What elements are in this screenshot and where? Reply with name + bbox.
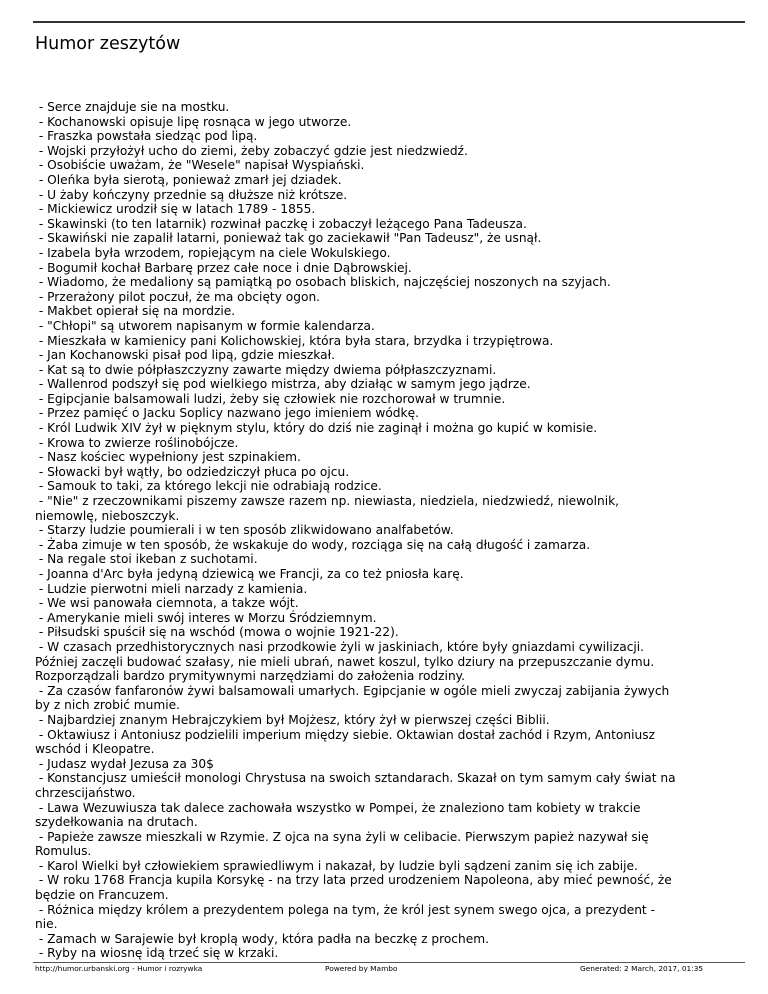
footer-powered-by: Powered by Mambo (325, 964, 398, 973)
list-item: - "Chłopi" są utworem napisanym w formie kalendarza. (35, 318, 375, 333)
list-item: - Na regale stoi ikeban z suchotami. (35, 552, 258, 567)
list-item: - U żaby kończyny przednie są dłuższe niż krótsze. (35, 187, 348, 202)
list-item: - Słowacki był wątły, bo odziedziczył płuca po ojcu. (35, 464, 350, 479)
list-item: - Zamach w Sarajewie był kroplą wody, która padła na beczkę z prochem. (35, 931, 489, 946)
list-item: - Amerykanie mieli swój interes w Morzu Śródziemnym. (35, 610, 377, 625)
list-item: - Osobiście uważam, że "Wesele" napisał Wyspiański. (35, 158, 365, 173)
list-item: - Samouk to taki, za którego lekcji nie odrabiają rodzice. (35, 479, 382, 494)
list-item: - Jan Kochanowski pisał pod lipą, gdzie mieszkał. (35, 348, 335, 363)
joke-list (35, 100, 757, 961)
list-item: - Starzy ludzie poumierali i w ten sposób zlikwidowano analfabetów. (35, 523, 454, 538)
footer-divider (33, 962, 745, 963)
list-item: - Kochanowski opisuje lipę rosnąca w jego utworze. (35, 114, 352, 129)
list-item: - Serce znajduje sie na mostku. (35, 100, 230, 114)
list-item: - Przerażony pilot poczuł, że ma obcięty ogon. (35, 289, 321, 304)
list-item: - Skawiński nie zapalił latarni, ponieważ tak go zaciekawił "Pan Tadeusz", że usnął. (35, 231, 542, 246)
list-item: - Ludzie pierwotni mieli narzady z kamienia. (35, 581, 308, 596)
list-item: - "Nie" z rzeczownikami piszemy zawsze razem np. niewiasta, niedziela, niedzwiedź, niewolnik, niemowlę, nieboszczyk. (35, 494, 620, 523)
list-item: - Król Ludwik XIV żył w pięknym stylu, który do dziś nie zaginął i można go kupić w komisie. (35, 421, 598, 436)
list-item: - Makbet opierał się na mordzie. (35, 304, 236, 319)
list-item: - Fraszka powstała siedząc pod lipą. (35, 129, 258, 144)
footer-source: http://humor.urbanski.org - Humor i rozrywka (35, 964, 203, 973)
list-item: - Wiadomo, że medaliony są pamiątką po osobach bliskich, najczęściej noszonych na szyjach. (35, 275, 611, 290)
list-item: - Papieże zawsze mieszkali w Rzymie. Z ojca na syna żyli w celibacie. Pierwszym papież nazywał się Romulus. (35, 829, 649, 859)
list-item: - Oktawiusz i Antoniusz podzielili imperium między siebie. Oktawian dostał zachód i Rzym, Antoniusz wschód i Kleopatre. (35, 727, 655, 757)
page-title: Humor zeszytów (35, 34, 181, 54)
list-item: - Najbardziej znanym Hebrajczykiem był Mojżesz, który żył w pierwszej części Biblii. (35, 712, 550, 727)
list-item: - Judasz wydał Jezusa za 30$ (35, 756, 214, 771)
list-item: - Mickiewicz urodził się w latach 1789 - 1855. (35, 202, 316, 217)
list-item: - Mieszkała w kamienicy pani Kolichowskiej, która była stara, brzydka i trzypiętrowa. (35, 333, 554, 348)
list-item: - Konstancjusz umieścił monologi Chrystusa na swoich sztandarach. Skazał on tym samym cały świat na chrzescijaństwo. (35, 771, 676, 800)
list-item: - Wallenrod podszył się pod wielkiego mistrza, aby działąc w samym jego jądrze. (35, 377, 531, 392)
list-item: - Lawa Wezuwiusza tak dalece zachowała wszystko w Pompei, że znaleziono tam kobiety w trakcie szydełkowania na drutach. (35, 800, 641, 830)
list-item: - Ryby na wiosnę idą trzeć się w krzaki. (35, 946, 279, 961)
list-item: - Różnica między królem a prezydentem polega na tym, że król jest synem swego ojca, a prezydent - nie. (35, 902, 655, 932)
list-item: - Żaba zimuje w ten sposób, że wskakuje do wody, rozciąga się na całą długość i zamarza. (35, 537, 591, 552)
list-item: - W roku 1768 Francja kupila Korsykę - na trzy lata przed urodzeniem Napoleona, aby mieć pewność, że będzie on Francuzem. (35, 873, 672, 903)
list-item: - Krowa to zwierze roślinobójcze. (35, 435, 239, 450)
list-item: - W czasach przedhistorycznych nasi przodkowie żyli w jaskiniach, które były gniazdami cywilizacji. Później zaczęli budować szałasy, nie mieli ubrań, nawet koszul, tylko dziury na przepuszczanie dymu. Rozporządzali bardzo prymitywnymi narzędziami do założenia rodziny. (35, 639, 655, 684)
list-item: - Piłsudski spuścił się na wschód (mowa o wojnie 1921-22). (35, 625, 399, 640)
list-item: - Przez pamięć o Jacku Soplicy nazwano jego imieniem wódkę. (35, 406, 419, 421)
list-item: - Skawinski (to ten latarnik) rozwinał paczkę i zobaczył leżącego Pana Tadeusza. (35, 216, 527, 231)
list-item: - Kat są to dwie półpłaszczyzny zawarte między dwiema półpłaszczyznami. (35, 362, 497, 377)
footer-generated-date: Generated: 2 March, 2017, 01:35 (580, 964, 704, 973)
list-item: - Izabela była wrzodem, ropiejącym na ciele Wokulskiego. (35, 245, 391, 260)
list-item: - Wojski przyłożył ucho do ziemi, żeby zobaczyć gdzie jest niedzwiedź. (35, 143, 468, 158)
list-item: - Joanna d'Arc była jedyną dziewicą we Francji, za co też pniosła karę. (35, 567, 464, 581)
list-item: - Nasz kościec wypełniony jest szpinakiem. (35, 450, 301, 465)
list-item: - Oleńka była sierotą, ponieważ zmarł jej dziadek. (35, 172, 342, 187)
list-item: - Za czasów fanfaronów żywi balsamowali umarłych. Egipcjanie w ogóle mieli zwyczaj zabijania żywych by z nich zrobić mumie. (35, 683, 670, 713)
list-item: - Egipcjanie balsamowali ludzi, żeby się człowiek nie rozchorował w trumnie. (35, 391, 506, 406)
list-item: - We wsi panowała ciemnota, a takze wójt. (35, 596, 299, 611)
top-divider (33, 21, 745, 23)
list-item: - Bogumił kochał Barbarę przez całe noce i dnie Dąbrowskiej. (35, 260, 412, 275)
list-item: - Karol Wielki był człowiekiem sprawiedliwym i nakazał, by ludzie byli sądzeni zanim się ich zabije. (35, 858, 638, 873)
